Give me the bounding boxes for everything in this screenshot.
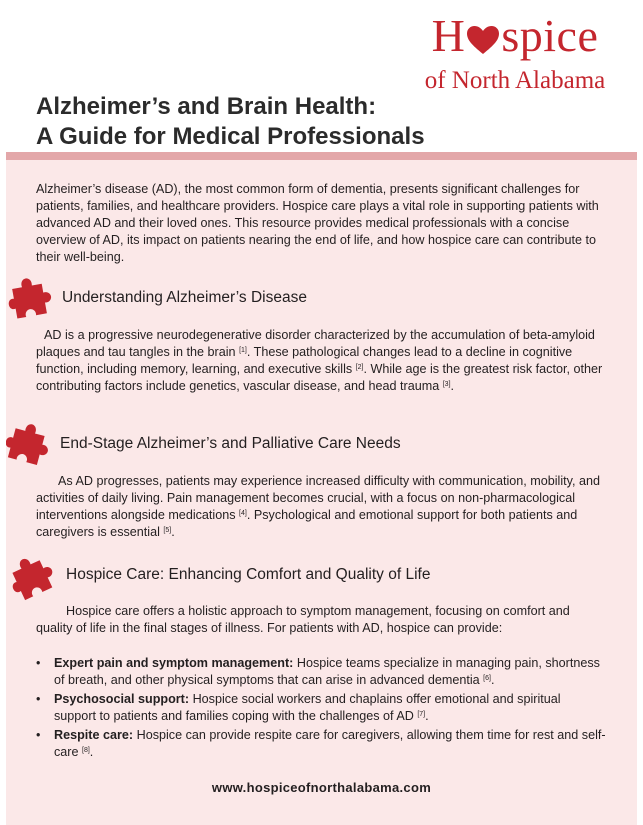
section-header-hospice-care — [0, 555, 643, 601]
section-body-end-stage — [36, 473, 606, 541]
citation: [8] — [82, 747, 90, 754]
hospice-services-list — [36, 655, 606, 763]
bullet-label: Respite care: — [54, 728, 134, 742]
bullet-text: Hospice social workers and chaplains offer emotional and spiritual support to patients and families coping with the challenges of AD — [54, 692, 561, 723]
body-text: . — [171, 525, 175, 539]
brand-logo — [400, 12, 630, 96]
logo-tagline: of North Alabama — [424, 67, 606, 95]
citation: [3] — [442, 381, 451, 388]
puzzle-piece-icon — [10, 555, 54, 606]
puzzle-piece-icon — [8, 276, 52, 325]
body-text: As AD progresses, patients may experience increased difficulty with communication, mobility, and activities of daily living. Pain management becomes crucial, with a focus on non-pharmacological interventions alongside medications — [36, 474, 601, 522]
bullet-end: . — [425, 709, 429, 723]
bullet-text: Hospice teams specialize in managing pain, shortness of breath, and other physical symptoms that can arise in advanced dementia — [54, 656, 600, 687]
body-text: . These pathological changes lead to a decline in cognitive function, including memory, learning, and executive skills — [36, 345, 573, 376]
heart-icon — [466, 16, 500, 64]
citation: [7] — [417, 711, 426, 718]
list-item — [36, 727, 606, 761]
bullet-text: Hospice can provide respite care for caregivers, allowing them time for rest and self-care — [54, 728, 606, 759]
bullet-end: . — [490, 673, 495, 687]
list-item — [36, 655, 606, 689]
logo-wordmark — [400, 12, 630, 64]
header-divider-band — [6, 152, 637, 160]
citation: [2] — [355, 364, 364, 371]
citation: [4] — [239, 510, 247, 517]
page-title — [36, 92, 425, 152]
title-line-2: A Guide for Medical Professionals — [36, 123, 425, 150]
citation: [5] — [163, 527, 172, 534]
section-title: End-Stage Alzheimer’s and Palliative Care Needs — [60, 435, 401, 452]
body-text: . — [450, 379, 455, 393]
logo-letters: spice — [501, 10, 599, 61]
body-text: . Psychological and emotional support for both patients and caregivers is essential — [36, 508, 578, 539]
bullet-label: Expert pain and symptom management: — [54, 656, 294, 670]
citation: [1] — [239, 347, 247, 354]
body-text: AD is a progressive neurodegenerative disorder characterized by the accumulation of beta-amyloid plaques and tau tangles in the brain — [36, 328, 595, 359]
intro-paragraph: Alzheimer’s disease (AD), the most common form of dementia, presents significant challenges for patients, families, and healthcare providers. Hospice care plays a vital role in supporting patients with advanced AD and their loved ones. This resource provides medical professionals with a concise overview of AD, its impact on patients nearing the end of life, and how hospice care can contribute to their well-being. — [36, 182, 599, 264]
section-title: Understanding Alzheimer’s Disease — [62, 289, 307, 306]
section-header-understanding — [0, 276, 643, 322]
list-item — [36, 691, 606, 725]
puzzle-piece-icon — [6, 422, 50, 473]
section-body-understanding — [36, 327, 606, 395]
citation: [6] — [483, 675, 491, 682]
footer-website-link[interactable]: www.hospiceofnorthalabama.com — [211, 780, 432, 795]
section-title: Hospice Care: Enhancing Comfort and Quality of Life — [66, 566, 431, 583]
bullet-label: Psychosocial support: — [54, 692, 190, 706]
title-line-1: Alzheimer’s and Brain Health: — [36, 93, 377, 120]
bullet-end: . — [89, 745, 94, 759]
section-body-hospice-care: Hospice care offers a holistic approach to symptom management, focusing on comfort and quality of life in the final stages of illness. For patients with AD, hospice can provide: — [36, 604, 570, 635]
section-header-end-stage — [0, 422, 643, 468]
logo-letter-h: H — [431, 10, 466, 61]
body-text: . While age is the greatest risk factor, other contributing factors include genetics, vascular disease, and head trauma — [36, 362, 603, 393]
